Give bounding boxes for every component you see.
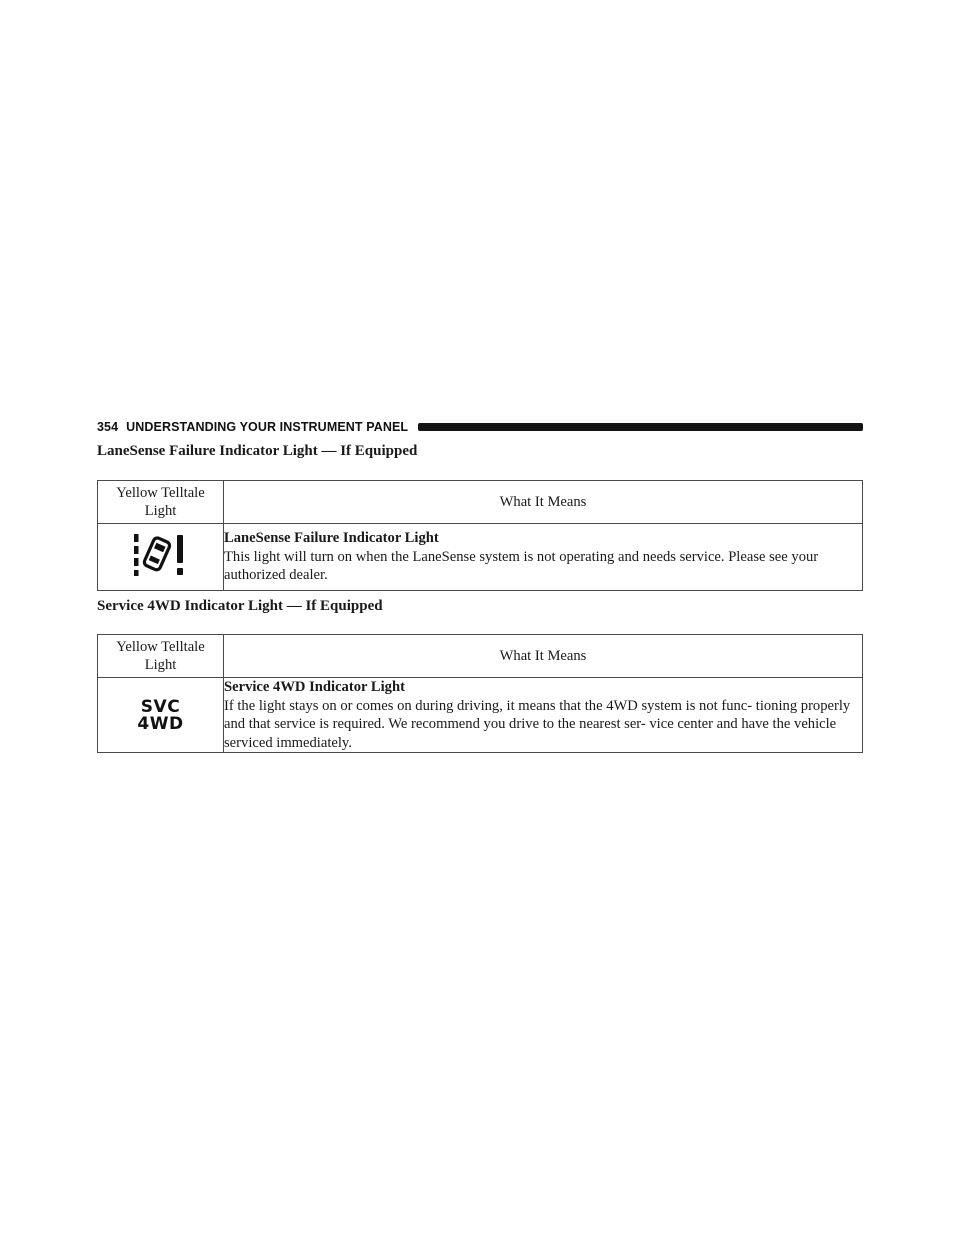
page-number: 354 [97,420,119,434]
service-4wd-icon: SVC 4WD [137,696,184,734]
lanesense-telltale-table [97,480,863,591]
table-row [98,524,863,591]
service-4wd-indicator-description: If the light stays on or comes on during driving, it means that the 4WD system is not func- tioning properly and that service is required. We recommend you drive to the nearest ser- vice center and have the vehicle serviced immediately. [224,697,851,751]
service-4wd-telltale-table [97,634,863,753]
col-header-telltale: Yellow Telltale Light [98,481,224,524]
table-row [98,678,863,753]
running-section-title: UNDERSTANDING YOUR INSTRUMENT PANEL [126,420,409,434]
col-header-meaning: What It Means [224,635,863,678]
service-4wd-indicator-title: Service 4WD Indicator Light [224,679,405,695]
header-rule [418,423,863,431]
col-header-telltale: Yellow Telltale Light [98,635,224,678]
service-4wd-section-heading: Service 4WD Indicator Light — If Equipped [97,598,383,614]
lanesense-indicator-description: This light will turn on when the LaneSense system is not operating and needs service. Please see your authorized dealer. [224,548,819,584]
table-header-row [98,481,863,524]
page-header [97,417,863,437]
col-header-meaning: What It Means [224,481,863,524]
lanesense-indicator-title: LaneSense Failure Indicator Light [224,530,439,547]
lanesense-section-heading: LaneSense Failure Indicator Light — If Equipped [97,443,418,459]
table-header-row [98,635,863,678]
lanesense-failure-icon [132,531,190,583]
